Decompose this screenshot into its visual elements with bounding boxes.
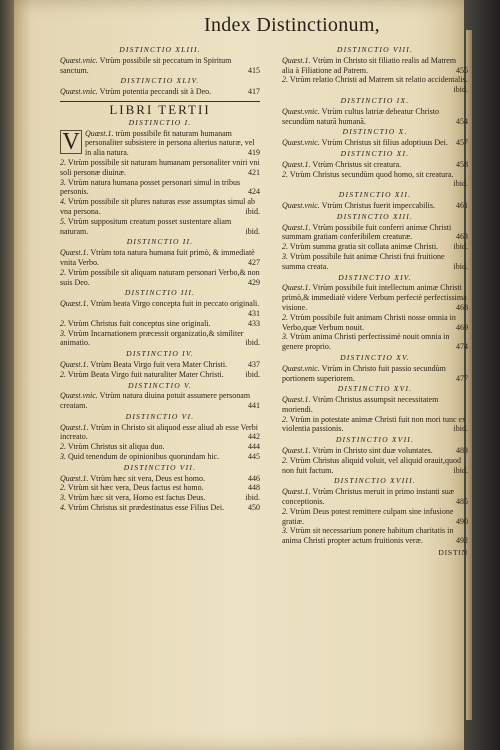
index-entry (282, 364, 468, 384)
entry-label: 2. (282, 169, 288, 179)
entry-page: ibid. (453, 242, 468, 252)
entry-label: Quæst.1. (85, 128, 114, 138)
entry-text: Vtrùm possibile fuit conferri animæ Christi summam gratiam conferibilem creaturæ. (282, 222, 452, 242)
entry-text: Vtrùm natura humana posset personari simul in tribus personis. (60, 177, 241, 197)
index-entry (282, 252, 468, 272)
entry-page: 474 (456, 342, 468, 352)
index-entry (282, 283, 468, 312)
distinctio-heading: DISTINCTIO XII. (338, 190, 412, 200)
entry-label: 2. (282, 506, 288, 516)
entry-text: Vtrùm Beata Virgo fuit vera Mater Christi. (90, 359, 228, 369)
index-entry (282, 201, 468, 211)
entry-page: ibid. (245, 369, 260, 379)
entry-label: 3. (60, 177, 66, 187)
entry-label: 3. (282, 332, 288, 342)
entry-text: Vtrùm cultus latriæ debeatur Christo secundùm naturā humanā. (282, 106, 439, 126)
index-entry (60, 503, 260, 513)
entry-text: Vtrùm possibile sit peccatum in Spiritum sanctum. (60, 55, 232, 75)
entry-label: 2. (282, 414, 288, 424)
entry-text: Vtrùm Deus potest remittere culpam sine infusione gratiæ. (282, 506, 454, 526)
index-entry (60, 87, 260, 97)
distinctio-heading: DISTINCTIO XI. (340, 148, 410, 158)
entry-label: Quæst.vnic. (282, 200, 320, 210)
index-entry (60, 319, 260, 329)
entry-text: Vtrùm in Christo sit filiatio realis ad Matrem alia à Filiatione ad Patrem. (282, 55, 457, 75)
index-entry (282, 446, 468, 456)
entry-page: 424 (248, 187, 260, 197)
entry-page: ibid. (245, 206, 260, 216)
entry-label: Quæst.1. (60, 422, 89, 432)
entry-label: Quæst.1. (60, 299, 89, 309)
distinctio-heading: DISTINCTIO XVII. (335, 435, 415, 445)
entry-page: 427 (248, 257, 260, 267)
entry-text: Vtrùm potentia peccandi sit à Deo. (99, 87, 212, 97)
entry-page: 458 (456, 159, 468, 169)
entry-page: 450 (248, 503, 260, 513)
entry-label: Quæst.1. (60, 248, 89, 258)
entry-text: Vtrùm Christus fuerit impeccabilis. (321, 200, 435, 210)
entry-page: 492 (456, 536, 468, 546)
entry-text: Vtrùm tota natura humana fuit primò, & immediatè vnita Verbo. (60, 248, 255, 267)
distinctio-heading: DISTINCTIO XV. (340, 352, 410, 362)
index-entry (282, 223, 468, 243)
entry-text: Vtrùm Christus sit creatura. (312, 159, 402, 169)
entry-label: 3. (60, 328, 66, 338)
entry-label: 2. (60, 267, 66, 277)
entry-text: Vtrùm suppositum creatum posset sustentare aliam naturam. (60, 216, 232, 236)
entry-page: ibid. (453, 85, 468, 95)
entry-page: 437 (248, 359, 260, 369)
entry-label: Quæst.vnic. (282, 138, 320, 148)
index-entry (282, 507, 468, 527)
entry-label: Quæst.vnic. (60, 55, 98, 65)
entry-text: Quid tenendum de opinionibus quorundam hic. (68, 452, 220, 462)
index-page (14, 0, 468, 750)
entry-text: Vtrùm in Christo sit aliquod esse aliud ab esse Verbi increato. (60, 422, 258, 442)
index-entry (60, 442, 260, 452)
right-column (282, 44, 468, 558)
entry-label: Quæst.1. (60, 473, 89, 483)
index-entry (282, 395, 468, 415)
index-entry (60, 452, 260, 462)
running-head: Index Distinctionum, (204, 14, 380, 36)
entry-label: Quæst.1. (60, 359, 89, 369)
entry-text: Vtrùm summa gratia sit collata animæ Christi. (289, 242, 439, 252)
entry-page: ibid. (453, 465, 468, 475)
entry-text: Vtrùm Christus assumpsit necessitatem moriendi. (282, 395, 439, 414)
distinctio-heading: DISTINCTIO II. (126, 237, 194, 247)
entry-text: Vtrùm sit necessarium ponere habitum charitatis in anima Christi propter actum fruitionis veræ. (282, 526, 454, 546)
index-entry (60, 129, 260, 158)
index-entry (60, 370, 260, 380)
entry-page: 448 (248, 483, 260, 493)
index-entry (282, 107, 468, 127)
book-edge-right (464, 0, 500, 750)
distinctio-heading: DISTINCTIO XIV. (338, 272, 412, 282)
distinctio-heading: DISTINCTIO VII. (123, 462, 197, 472)
index-entry (60, 391, 260, 411)
section-title: LIBRI TERTII (109, 101, 211, 117)
entry-label: 3. (60, 452, 66, 462)
entry-text: trùm possibile fit naturam humanam personaliter subsistere in persona alterius naturæ, vel in alia natura. (85, 128, 255, 158)
index-entry (60, 299, 260, 319)
entry-text: Vtrùm possibile sit plures naturas esse assumptas simul ab vna persona. (60, 197, 255, 216)
index-entry (282, 56, 468, 76)
entry-page: 468 (456, 302, 468, 312)
index-entry (282, 313, 468, 333)
entry-label: 3. (282, 251, 288, 261)
distinctio-heading: DISTINCTIO X. (342, 127, 408, 137)
entry-page: 433 (248, 318, 260, 328)
index-entry (60, 423, 260, 443)
entry-text: Vtrùm possibile fuit intellectum animæ Christi primò,& immediatè videre Verbum perfectè perfectissima visione. (282, 283, 467, 312)
entry-page: 454 (456, 116, 468, 126)
entry-label: 2. (60, 442, 66, 452)
entry-label: Quæst.vnic. (60, 391, 98, 401)
entry-text: Vtrùm natura diuina potuit assumere personam creatam. (60, 391, 251, 411)
entry-page: 490 (456, 516, 468, 526)
entry-page: 421 (248, 167, 260, 177)
distinctio-heading: DISTINCTIO III. (124, 288, 196, 298)
entry-text: Vtrùm Christus sit aliqua duo. (67, 442, 165, 452)
entry-page: 429 (248, 277, 260, 287)
entry-text: Vtrùm anima Christi perfectissimè nouit omnia in genere proprio. (282, 332, 450, 352)
distinctio-heading: DISTINCTIO V. (128, 380, 192, 390)
entry-page: 442 (248, 432, 260, 442)
entry-label: Quæst.vnic. (60, 87, 98, 97)
entry-label: 2. (60, 369, 66, 379)
entry-label: Quæst.1. (282, 446, 311, 456)
left-column (60, 44, 260, 513)
distinctio-heading: DISTINCTIO XLIII. (119, 45, 201, 54)
entry-label: 2. (282, 455, 288, 465)
entry-page: ibid. (453, 424, 468, 434)
entry-page: 415 (248, 65, 260, 75)
distinctio-heading: DISTINCTIO XVIII. (334, 476, 416, 486)
entry-label: 4. (60, 197, 66, 207)
entry-label: 2. (282, 312, 288, 322)
entry-text: Vtrùm hæc sit vera, Homo est factus Deus. (67, 493, 206, 503)
entry-label: Quæst.1. (282, 395, 311, 405)
entry-text: Vtrùm possibile sit aliquam naturam personari Verbo,& non suis Deo. (60, 267, 260, 287)
entry-page: 444 (248, 442, 260, 452)
entry-label: Quæst.1. (282, 55, 311, 65)
distinctio-heading: DISTINCTIO VIII. (336, 45, 414, 54)
book-gutter-left (0, 0, 14, 750)
entry-text: Vtrùm possibile fuit animam Christi nosse omnia in Verbo,quæ Verbum nouit. (282, 312, 456, 332)
index-entry (60, 158, 260, 178)
index-entry (60, 360, 260, 370)
entry-label: 5. (60, 216, 66, 226)
entry-label: 4. (60, 503, 66, 513)
entry-page: ibid. (245, 493, 260, 503)
entry-page: 461 (456, 200, 468, 210)
entry-page: 431 (248, 308, 260, 318)
catchword: DISTIN (438, 548, 468, 558)
entry-text: Vtrùm Christus sit prædestinatus esse Filius Dei. (67, 503, 225, 513)
distinctio-heading: DISTINCTIO XIII. (336, 211, 414, 221)
entry-label: 2. (60, 157, 66, 167)
entry-label: 2. (282, 242, 288, 252)
index-entry (60, 329, 260, 349)
index-entry (60, 178, 260, 198)
entry-text: Vtrùm Christus secundùm quod homo, sit creatura. (289, 169, 454, 179)
distinctio-heading: DISTINCTIO VI. (125, 411, 195, 421)
index-entry (60, 493, 260, 503)
entry-text: Vtrùm in Christo fuit passio secundùm portionem superiorem. (282, 363, 446, 383)
entry-page: 485 (456, 497, 468, 507)
entry-text: Vtrùm sit hæc vera, Deus factus est homo. (67, 483, 204, 493)
initial-letter: V (60, 130, 82, 154)
entry-text: Vtrùm Incarnationem præcessit organizatio,& similiter animatio. (60, 328, 244, 348)
index-entry (60, 217, 260, 237)
entry-text: Vtrùm Christus fuit conceptus sine originali. (67, 318, 211, 328)
entry-text: Vtrùm hæc sit vera, Deus est homo. (90, 473, 205, 483)
entry-text: Vtrùm possibile sit naturam humanam personaliter vniri vni soli personæ diuinæ. (60, 157, 260, 177)
entry-label: 3. (282, 526, 288, 536)
index-entry (282, 415, 468, 435)
entry-text: Vtrùm Christus meruit in primo instanti suæ conceptionis. (282, 487, 455, 507)
index-entry (60, 483, 260, 493)
index-entry (282, 75, 468, 95)
entry-page: 441 (248, 401, 260, 411)
entry-label: Quæst.1. (282, 222, 311, 232)
entry-page: 417 (248, 87, 260, 97)
index-entry (60, 474, 260, 484)
entry-text: Vtrùm Beata Virgo fuit naturaliter Mater Christi. (67, 369, 224, 379)
distinctio-heading: DISTINCTIO IV. (126, 349, 194, 359)
index-entry (282, 242, 468, 252)
distinctio-heading: DISTINCTIO XLIV. (120, 76, 200, 86)
entry-page: 419 (248, 148, 260, 158)
index-entry (60, 248, 260, 268)
distinctio-heading: DISTINCTIO IX. (340, 95, 410, 105)
entry-text: Vtrùm in potestate animæ Christi fuit non mori tunc ex violentia passionis. (282, 414, 467, 434)
entry-label: Quæst.1. (282, 283, 311, 293)
entry-label: 2. (282, 75, 288, 85)
entry-page: 483 (456, 446, 468, 456)
entry-page: 477 (456, 373, 468, 383)
entry-label: Quæst.vnic. (282, 363, 320, 373)
entry-label: 3. (60, 493, 66, 503)
index-entry (282, 160, 468, 170)
entry-page: 445 (248, 452, 260, 462)
entry-label: Quæst.1. (282, 159, 311, 169)
entry-label: Quæst.1. (282, 487, 311, 497)
index-entry (60, 268, 260, 288)
index-entry (282, 526, 468, 546)
entry-page: 446 (248, 473, 260, 483)
entry-text: Vtrùm Christus aliquid voluit, vel aliquid orauit,quod non fuit factum. (282, 455, 461, 475)
index-entry (282, 170, 468, 190)
entry-page: 457 (456, 138, 468, 148)
index-entry (60, 56, 260, 76)
entry-text: Vtrùm Christus sit filius adoptiuus Dei. (321, 138, 448, 148)
entry-page: 469 (456, 322, 468, 332)
entry-page: 463 (456, 232, 468, 242)
index-entry (282, 487, 468, 507)
index-entry (282, 332, 468, 352)
entry-page: ibid. (453, 179, 468, 189)
index-entry (282, 456, 468, 476)
index-entry (282, 138, 468, 148)
entry-label: Quæst.vnic. (282, 106, 320, 116)
entry-label: 2. (60, 318, 66, 328)
distinctio-heading: DISTINCTIO I. (128, 117, 192, 127)
entry-page: ibid. (245, 338, 260, 348)
entry-label: 2. (60, 483, 66, 493)
entry-text: Vtrùm possibile fuit animæ Christi frui fruitione summa creata. (282, 251, 445, 271)
entry-text: Vtrùm beata Virgo concepta fuit in peccato originali. (90, 299, 260, 309)
index-entry (60, 197, 260, 217)
entry-page: ibid. (245, 226, 260, 236)
entry-text: Vtrùm relatio Christi ad Matrem sit relatio accidentalis. (289, 75, 468, 85)
entry-page: ibid. (453, 261, 468, 271)
distinctio-heading: DISTINCTIO XVI. (337, 384, 413, 394)
entry-page: 455 (456, 65, 468, 75)
entry-text: Vtrùm in Christo sint duæ voluntates. (312, 446, 433, 456)
